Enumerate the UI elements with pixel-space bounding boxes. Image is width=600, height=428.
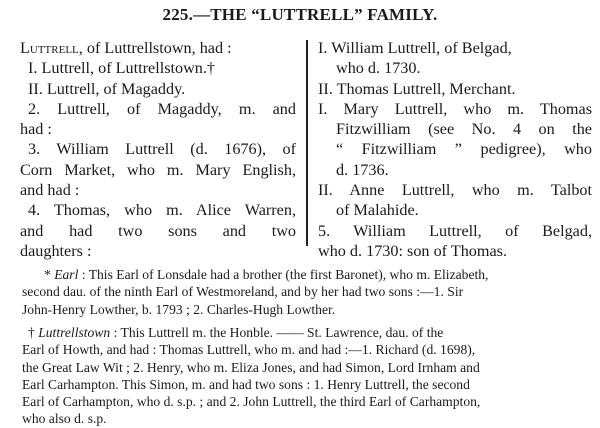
right-line-10: 5. William Luttrell, of Belgad,	[318, 221, 592, 240]
left-line-7: Corn Market, who m. Mary English,	[20, 160, 296, 179]
left-line-6: 3. William Luttrell (d. 1676), of	[28, 140, 296, 159]
left-line-4: 2. Luttrell, of Magaddy, m. and	[28, 99, 296, 118]
dagger-marker: †	[28, 325, 39, 340]
column-divider	[306, 40, 308, 246]
right-line-5: Fitzwilliam (see No. 4 on the	[336, 120, 592, 139]
right-line-7: d. 1736.	[336, 160, 389, 179]
footnote-term: Earl	[54, 267, 79, 282]
left-line-1: Luttrell, of Luttrellstown, had :	[20, 39, 232, 57]
footnote-earl-line-1: * Earl : This Earl of Lonsdale had a brother (the first Baronet), who m. Elizabeth,	[44, 267, 489, 282]
footnote-luttrellstown-line-6: who also d. s.p.	[22, 411, 107, 427]
page-title: 225.—THE “LUTTRELL” FAMILY.	[162, 5, 438, 24]
right-line-2: who d. 1730.	[336, 59, 421, 78]
footnote-luttrellstown-line-4: Earl Carhampton. This Simon, m. and had two sons : 1. Henry Luttrell, the second	[22, 376, 470, 392]
left-line-3: II. Luttrell, of Magaddy.	[28, 79, 186, 98]
right-line-11: who d. 1730: son of Thomas.	[318, 241, 508, 260]
right-line-6: “ Fitzwilliam ” pedigree), who	[336, 140, 592, 159]
footnote-luttrellstown-line-5: Earl of Carhampton, who d. s.p. ; and 2. John Luttrell, the third Earl of Carhampton,	[22, 394, 481, 410]
footnote-luttrellstown-line-3: the Great Law Wit ; 2. Henry, who m. Eliza Jones, and had Simon, Lord Irnham and	[22, 359, 480, 375]
right-line-1: I. William Luttrell, of Belgad,	[318, 39, 512, 57]
footnote-earl	[22, 266, 588, 318]
left-line-5: had :	[20, 120, 52, 139]
footnote-earl-line-2: second dau. of the ninth Earl of Westmoreland, and by her had two sons :—1. Sir	[22, 284, 464, 300]
right-line-3: II. Thomas Luttrell, Merchant.	[318, 79, 516, 98]
left-column	[20, 38, 296, 261]
left-line-10: and had two sons and two	[20, 221, 296, 240]
footnote-luttrellstown-line-2: Earl of Howth, and had : Thomas Luttrell, who m. and had :—1. Richard (d. 1698),	[22, 342, 476, 358]
right-line-4: I. Mary Luttrell, who m. Thomas	[318, 99, 592, 118]
footnote-term: Luttrellstown	[38, 325, 111, 340]
right-column	[318, 38, 592, 261]
family-name-smallcaps: Luttrell	[20, 39, 79, 57]
left-line-8: and had :	[20, 181, 80, 200]
asterisk-marker: *	[44, 267, 55, 282]
footnote-earl-line-3: John-Henry Lowther, b. 1793 ; 2. Charles-Hugh Lowther.	[22, 301, 336, 317]
footnote-luttrellstown	[22, 324, 588, 428]
left-line-11: daughters :	[20, 241, 92, 260]
left-line-9: 4. Thomas, who m. Alice Warren,	[28, 201, 296, 220]
right-line-8: II. Anne Luttrell, who m. Talbot	[318, 181, 592, 200]
footnote-luttrellstown-line-1: † Luttrellstown : This Luttrell m. the Honble. —— St. Lawrence, dau. of the	[28, 325, 444, 340]
right-line-9: of Malahide.	[336, 201, 419, 220]
left-line-2: I. Luttrell, of Luttrellstown.†	[28, 59, 216, 78]
